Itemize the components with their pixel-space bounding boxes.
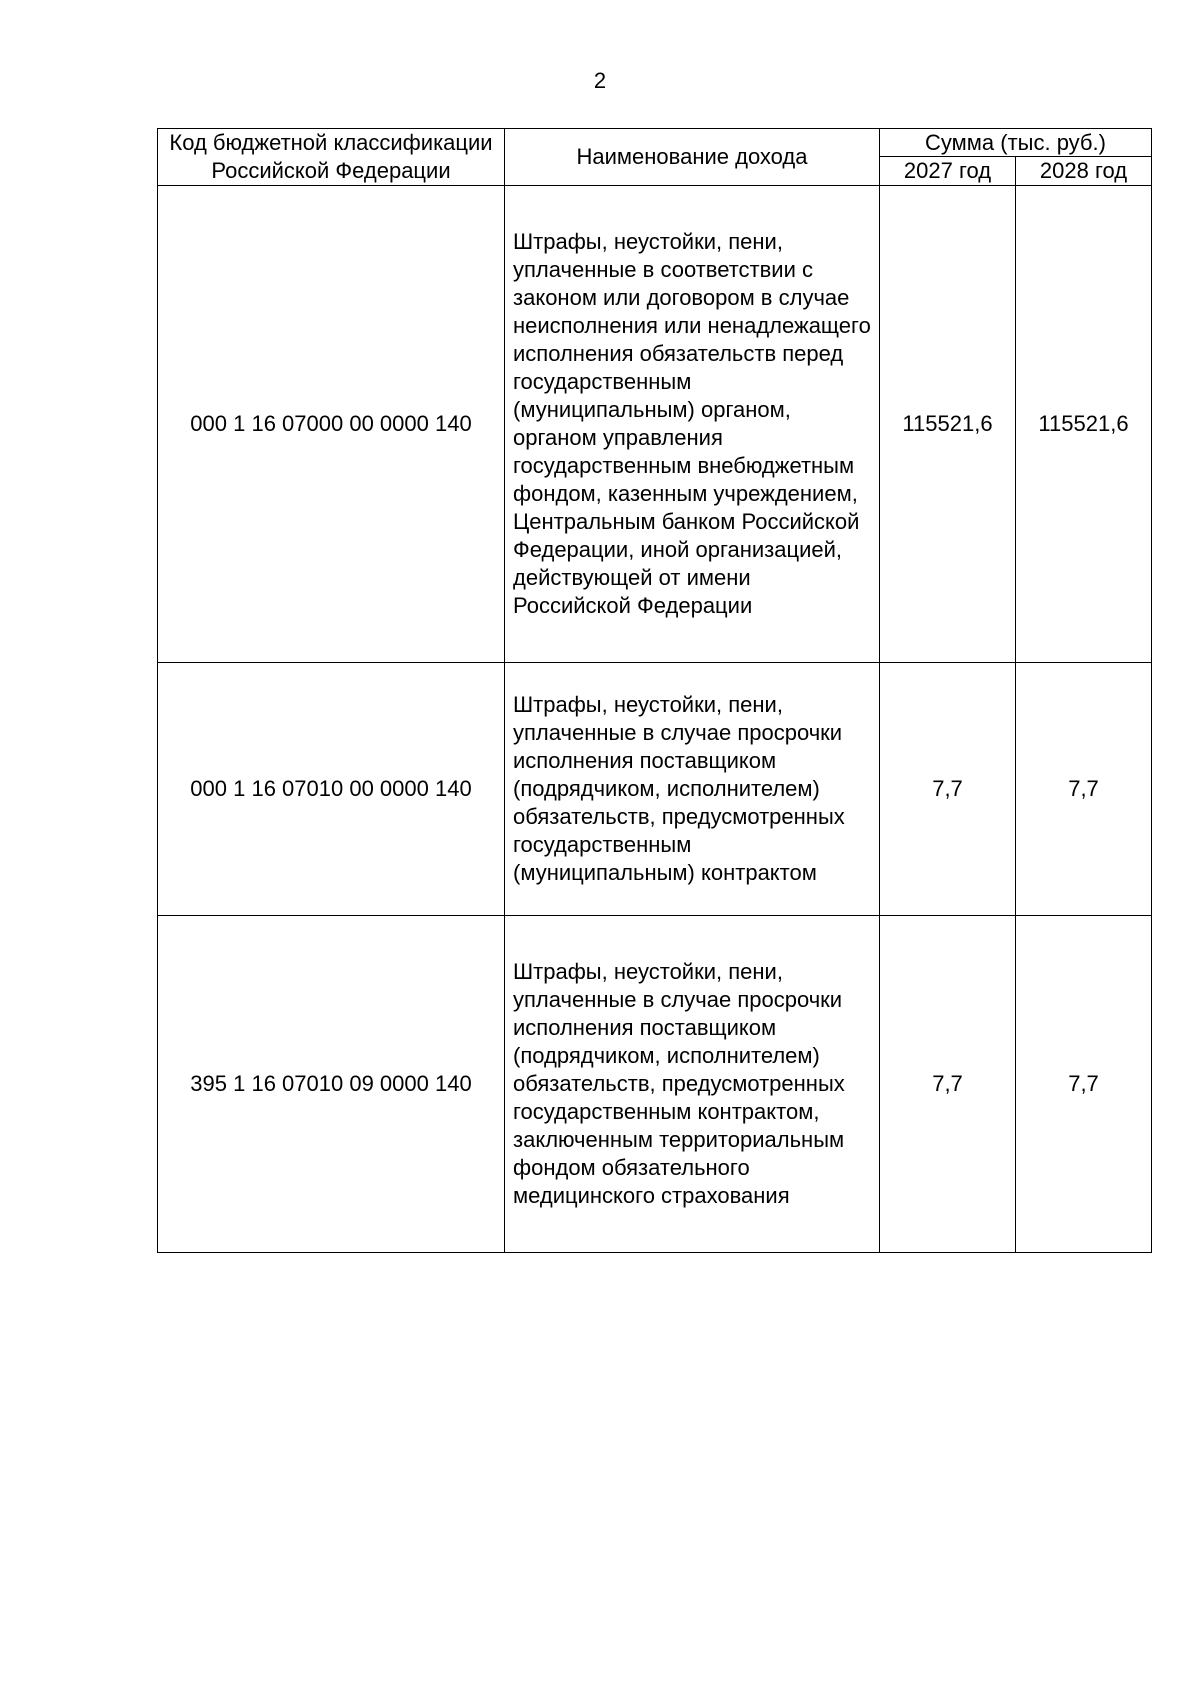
row-value-2027: 7,7 [880,663,1016,916]
header-code: Код бюджетной классификации Российской Федерации [158,129,505,186]
header-sum: Сумма (тыс. руб.) [880,129,1152,157]
header-name: Наименование дохода [505,129,880,186]
row-name: Штрафы, неустойки, пени, уплаченные в случае просрочки исполнения поставщиком (подрядчиком, исполнителем) обязательств, предусмотренных государственным (муниципальным) контрактом [505,663,880,916]
header-year-2028: 2028 год [1016,157,1152,186]
page-number: 2 [593,68,607,93]
row-value-2028: 7,7 [1016,916,1152,1253]
row-code: 395 1 16 07010 09 0000 140 [158,916,505,1253]
row-value-2027: 7,7 [880,916,1016,1253]
row-value-2028: 7,7 [1016,663,1152,916]
row-code: 000 1 16 07010 00 0000 140 [158,663,505,916]
row-value-2028: 115521,6 [1016,186,1152,663]
header-row [158,129,1152,157]
header-year-2027: 2027 год [880,157,1016,186]
table-row [158,916,1152,1253]
row-code: 000 1 16 07000 00 0000 140 [158,186,505,663]
table-row [158,186,1152,663]
row-value-2027: 115521,6 [880,186,1016,663]
row-name: Штрафы, неустойки, пени, уплаченные в соответствии с законом или договором в случае неисполнения или ненадлежащего исполнения обязательств перед государственным (муниципальным) органом, органом управления государственным внебюджетным фондом, казенным учреждением, Центральным банком Российской Федерации, иной организацией, действующей от имени Российской Федерации [505,186,880,663]
row-name: Штрафы, неустойки, пени, уплаченные в случае просрочки исполнения поставщиком (подрядчиком, исполнителем) обязательств, предусмотренных государственным контрактом, заключенным территориальным фондом обязательного медицинского страхования [505,916,880,1253]
revenue-table [157,128,1152,1253]
table-row [158,663,1152,916]
